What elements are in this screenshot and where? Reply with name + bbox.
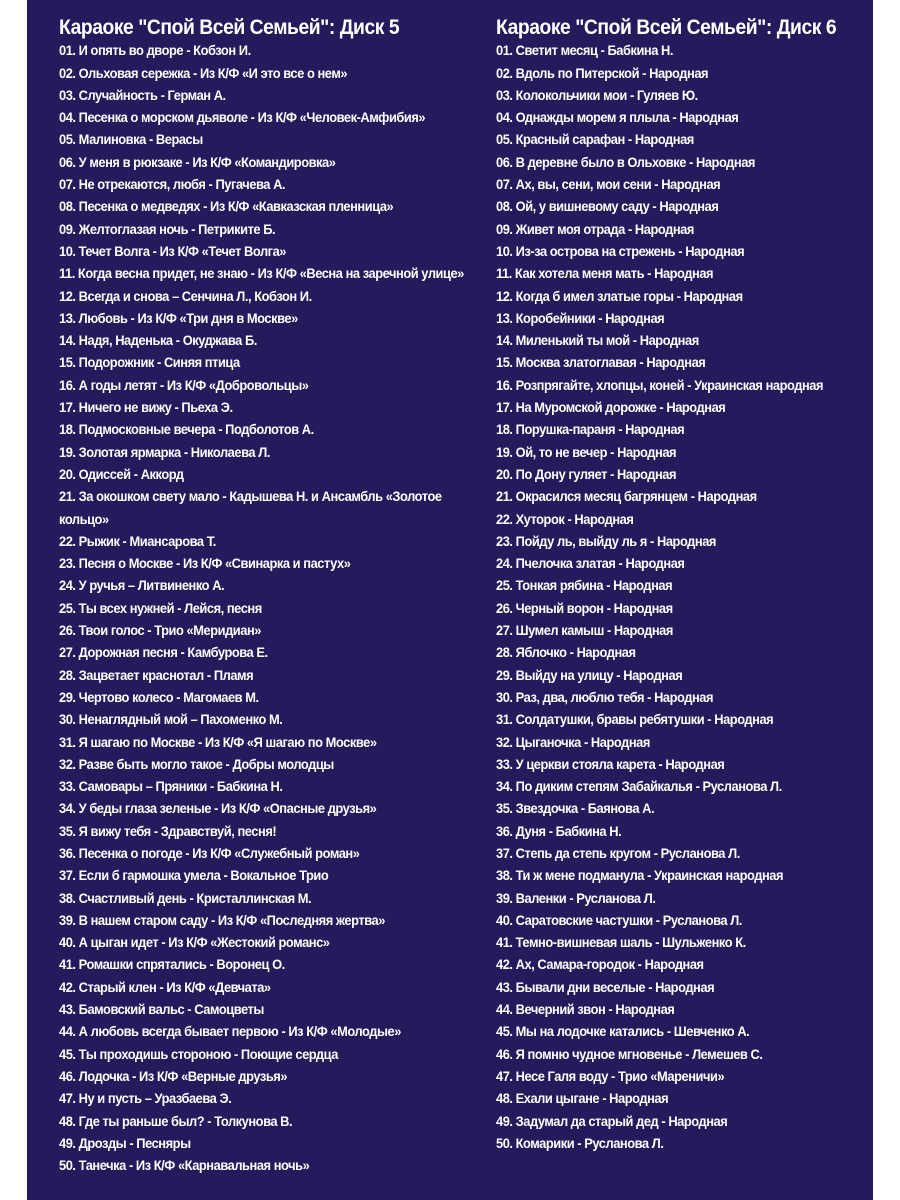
track-item: 08. Ой, у вишневому саду - Народная bbox=[496, 198, 719, 215]
track-item: 15. Подорожник - Синяя птица bbox=[59, 354, 240, 371]
track-item: 03. Случайность - Герман А. bbox=[59, 86, 226, 103]
track-item: 45. Ты проходишь стороною - Поющие сердца bbox=[59, 1045, 338, 1062]
track-item: 42. Старый клен - Из К/Ф «Девчата» bbox=[59, 978, 271, 995]
track-item: 26. Черный ворон - Народная bbox=[496, 599, 673, 616]
track-item: 33. Самовары – Пряники - Бабкина Н. bbox=[59, 778, 283, 795]
track-item: 18. Порушка-параня - Народная bbox=[496, 421, 685, 438]
track-item: 23. Песня о Москве - Из К/Ф «Свинарка и пастух» bbox=[59, 555, 351, 572]
track-item: 22. Рыжик - Миансарова Т. bbox=[59, 532, 216, 549]
track-item: 13. Любовь - Из К/Ф «Три дня в Москве» bbox=[59, 309, 298, 326]
track-item: 20. Одиссей - Аккорд bbox=[59, 465, 184, 482]
track-item: 50. Танечка - Из К/Ф «Карнавальная ночь» bbox=[59, 1157, 310, 1174]
track-item: 11. Когда весна придет, не знаю - Из К/Ф «Весна на заречной улице» bbox=[59, 265, 464, 282]
track-item: 36. Дуня - Бабкина Н. bbox=[496, 822, 622, 839]
track-item: 24. Пчелочка златая - Народная bbox=[496, 555, 685, 572]
track-item: 49. Дрозды - Песняры bbox=[59, 1134, 191, 1151]
disc-6-track-list bbox=[496, 39, 869, 1154]
disc-6-column bbox=[496, 17, 869, 1154]
track-item: 13. Коробейники - Народная bbox=[496, 309, 665, 326]
track-item: 43. Бамовский вальс - Самоцветы bbox=[59, 1001, 264, 1018]
track-item: 44. А любовь всегда бывает первою - Из К/Ф «Молодые» bbox=[59, 1023, 401, 1040]
track-item: 04. Песенка о морском дьяволе - Из К/Ф «Человек-Амфибия» bbox=[59, 109, 426, 126]
track-item: 06. У меня в рюкзаке - Из К/Ф «Командировка» bbox=[59, 153, 336, 170]
track-item: 36. Песенка о погоде - Из К/Ф «Служебный роман» bbox=[59, 844, 360, 861]
track-item: 23. Пойду ль, выйду ль я - Народная bbox=[496, 532, 716, 549]
track-item: 29. Выйду на улицу - Народная bbox=[496, 666, 683, 683]
track-item: 30. Раз, два, люблю тебя - Народная bbox=[496, 688, 714, 705]
track-item: 40. А цыган идет - Из К/Ф «Жестокий романс» bbox=[59, 934, 330, 951]
disc-6-title: Караоке "Спой Всей Семьей": Диск 6 bbox=[496, 16, 837, 39]
disc-5-track-list bbox=[59, 39, 491, 1176]
track-item: 27. Шумел камыш - Народная bbox=[496, 622, 673, 639]
disc-5-title: Караоке "Спой Всей Семьей": Диск 5 bbox=[59, 16, 400, 39]
track-item: 06. В деревне было в Ольховке - Народная bbox=[496, 153, 755, 170]
track-item: 49. Задумал да старый дед - Народная bbox=[496, 1112, 728, 1129]
track-item: 11. Как хотела меня мать - Народная bbox=[496, 265, 714, 282]
track-item: 33. У церкви стояла карета - Народная bbox=[496, 755, 725, 772]
track-item: 34. По диким степям Забайкалья - Русланова Л. bbox=[496, 778, 782, 795]
track-item: 37. Если б гармошка умела - Вокальное Трио bbox=[59, 867, 329, 884]
track-item: 01. И опять во дворе - Кобзон И. bbox=[59, 42, 251, 59]
track-item: 17. На Муромской дорожке - Народная bbox=[496, 399, 726, 416]
track-item: 34. У беды глаза зеленые - Из К/Ф «Опасные друзья» bbox=[59, 800, 377, 817]
track-item: 35. Я вижу тебя - Здравствуй, песня! bbox=[59, 822, 277, 839]
track-item: 45. Мы на лодочке катались - Шевченко А. bbox=[496, 1023, 750, 1040]
track-item: 09. Желтоглазая ночь - Петриките Б. bbox=[59, 220, 276, 237]
track-item: 15. Москва златоглавая - Народная bbox=[496, 354, 706, 371]
track-item: 02. Ольховая сережка - Из К/Ф «И это все о нем» bbox=[59, 64, 348, 81]
track-item: 22. Хуторок - Народная bbox=[496, 510, 634, 527]
track-item: 19. Ой, то не вечер - Народная bbox=[496, 443, 677, 460]
track-item: 24. У ручья – Литвиненко А. bbox=[59, 577, 225, 594]
track-item: 32. Цыганочка - Народная bbox=[496, 733, 650, 750]
track-item: 25. Ты всех нужней - Лейся, песня bbox=[59, 599, 262, 616]
track-item: 40. Саратовские частушки - Русланова Л. bbox=[496, 911, 742, 928]
track-item: 47. Несе Галя воду - Трио «Мареничи» bbox=[496, 1067, 725, 1084]
track-item: 38. Счастливый день - Кристаллинская М. bbox=[59, 889, 312, 906]
track-item: 16. Розпрягайте, хлопцы, коней - Украинская народная bbox=[496, 376, 824, 393]
track-item: 29. Чертово колесо - Магомаев М. bbox=[59, 688, 259, 705]
track-item: 21. Окрасился месяц багрянцем - Народная bbox=[496, 488, 757, 505]
track-item: 48. Ехали цыгане - Народная bbox=[496, 1090, 669, 1107]
track-item: 42. Ах, Самара-городок - Народная bbox=[496, 956, 704, 973]
track-item: 18. Подмосковные вечера - Подболотов А. bbox=[59, 421, 314, 438]
track-item: 17. Ничего не вижу - Пьеха Э. bbox=[59, 399, 233, 416]
track-item: 10. Течет Волга - Из К/Ф «Течет Волга» bbox=[59, 242, 286, 259]
track-item: 01. Светит месяц - Бабкина Н. bbox=[496, 42, 674, 59]
track-item: 44. Вечерний звон - Народная bbox=[496, 1001, 675, 1018]
track-item: 30. Ненаглядный мой – Пахоменко М. bbox=[59, 711, 283, 728]
track-item: 38. Ти ж мене подманула - Украинская народная bbox=[496, 867, 784, 884]
track-item: 43. Бывали дни веселые - Народная bbox=[496, 978, 715, 995]
track-item: 25. Тонкая рябина - Народная bbox=[496, 577, 673, 594]
track-item: 14. Миленький ты мой - Народная bbox=[496, 332, 699, 349]
track-item: 05. Красный сарафан - Народная bbox=[496, 131, 694, 148]
track-item: 32. Разве быть могло такое - Добры молодцы bbox=[59, 755, 334, 772]
track-item: 03. Колокольчики мои - Гуляев Ю. bbox=[496, 86, 698, 103]
track-item: 19. Золотая ярмарка - Николаева Л. bbox=[59, 443, 270, 460]
track-item: 16. А годы летят - Из К/Ф «Добровольцы» bbox=[59, 376, 309, 393]
track-item: 07. Не отрекаются, любя - Пугачева А. bbox=[59, 176, 286, 193]
track-item: 14. Надя, Наденька - Окуджава Б. bbox=[59, 332, 257, 349]
track-item: 02. Вдоль по Питерской - Народная bbox=[496, 64, 709, 81]
track-item: 07. Ах, вы, сени, мои сени - Народная bbox=[496, 176, 721, 193]
track-item: 39. В нашем старом саду - Из К/Ф «Последняя жертва» bbox=[59, 911, 385, 928]
track-item: 10. Из-за острова на стрежень - Народная bbox=[496, 242, 745, 259]
track-item: 39. Валенки - Русланова Л. bbox=[496, 889, 656, 906]
track-item: 46. Лодочка - Из К/Ф «Верные друзья» bbox=[59, 1067, 288, 1084]
track-item: 31. Солдатушки, бравы ребятушки - Народная bbox=[496, 711, 774, 728]
track-item: 28. Зацветает краснотал - Пламя bbox=[59, 666, 254, 683]
track-item: 46. Я помню чудное мгновенье - Лемешев С. bbox=[496, 1045, 763, 1062]
track-item: 20. По Дону гуляет - Народная bbox=[496, 465, 677, 482]
track-item: 35. Звездочка - Баянова А. bbox=[496, 800, 655, 817]
track-item: 48. Где ты раньше был? - Толкунова В. bbox=[59, 1112, 293, 1129]
track-item: 05. Малиновка - Верасы bbox=[59, 131, 203, 148]
track-item: 47. Ну и пусть – Уразбаева Э. bbox=[59, 1090, 232, 1107]
track-item: 28. Яблочко - Народная bbox=[496, 644, 636, 661]
track-item: 31. Я шагаю по Москве - Из К/Ф «Я шагаю по Москве» bbox=[59, 733, 377, 750]
track-item: 12. Всегда и снова – Сенчина Л., Кобзон И. bbox=[59, 287, 312, 304]
track-item: 09. Живет моя отрада - Народная bbox=[496, 220, 694, 237]
track-item: 21. За окошком свету мало - Кадышева Н. и Ансамбль «Золотое кольцо» bbox=[59, 488, 442, 527]
track-item: 26. Твои голос - Трио «Меридиан» bbox=[59, 622, 261, 639]
track-item: 41. Ромашки спрятались - Воронец О. bbox=[59, 956, 285, 973]
track-item: 04. Однажды морем я плыла - Народная bbox=[496, 109, 739, 126]
disc-5-column bbox=[59, 17, 491, 1176]
track-list-sheet bbox=[27, 0, 873, 1200]
track-item: 37. Степь да степь кругом - Русланова Л. bbox=[496, 844, 740, 861]
track-item: 08. Песенка о медведях - Из К/Ф «Кавказская пленница» bbox=[59, 198, 394, 215]
track-item: 41. Темно-вишневая шаль - Шульженко К. bbox=[496, 934, 746, 951]
track-item: 12. Когда б имел златые горы - Народная bbox=[496, 287, 743, 304]
track-item: 50. Комарики - Русланова Л. bbox=[496, 1134, 664, 1151]
track-item: 27. Дорожная песня - Камбурова Е. bbox=[59, 644, 268, 661]
